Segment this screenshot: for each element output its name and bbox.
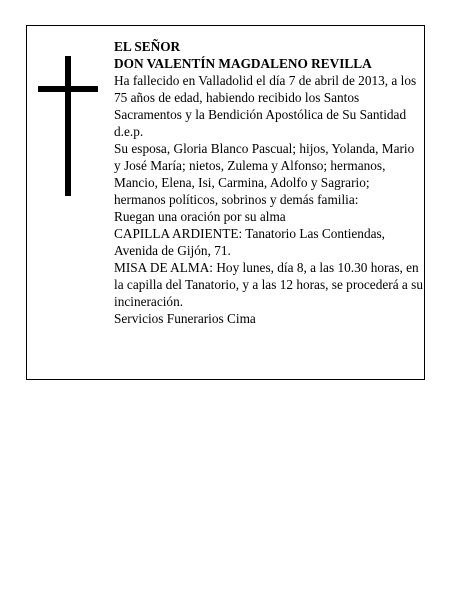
cross-horizontal-bar — [38, 86, 98, 92]
deceased-name: DON VALENTÍN MAGDALENO REVILLA — [114, 56, 372, 71]
death-announcement: Ha fallecido en Valladolid el día 7 de abril de 2013, a los 75 años de edad, habiendo recibido los Santos Sacramentos y la Bendición Apostólica de Su Santidad d.e.p. — [114, 73, 417, 139]
prayer-request: Ruegan una oración por su alma — [114, 209, 286, 224]
funeral-services: Servicios Funerarios Cima — [114, 311, 256, 326]
heading-title: EL SEÑOR — [114, 39, 181, 54]
cross-icon — [38, 56, 98, 196]
family-list: Su esposa, Gloria Blanco Pascual; hijos, Yolanda, Mario y José María; nietos, Zulema y Alfonso; hermanos, Mancio, Elena, Isi, Carmina, Adolfo y Sagrario; hermanos políticos, sobrinos y demás familia: — [114, 141, 415, 207]
obituary-text — [114, 38, 424, 327]
mass-info: MISA DE ALMA: Hoy lunes, día 8, a las 10.30 horas, en la capilla del Tanatorio, y a las 12 horas, se procederá a su incineración. — [114, 260, 423, 309]
cross-vertical-bar — [65, 56, 71, 196]
chapel-info: CAPILLA ARDIENTE: Tanatorio Las Contiendas, Avenida de Gijón, 71. — [114, 226, 386, 258]
